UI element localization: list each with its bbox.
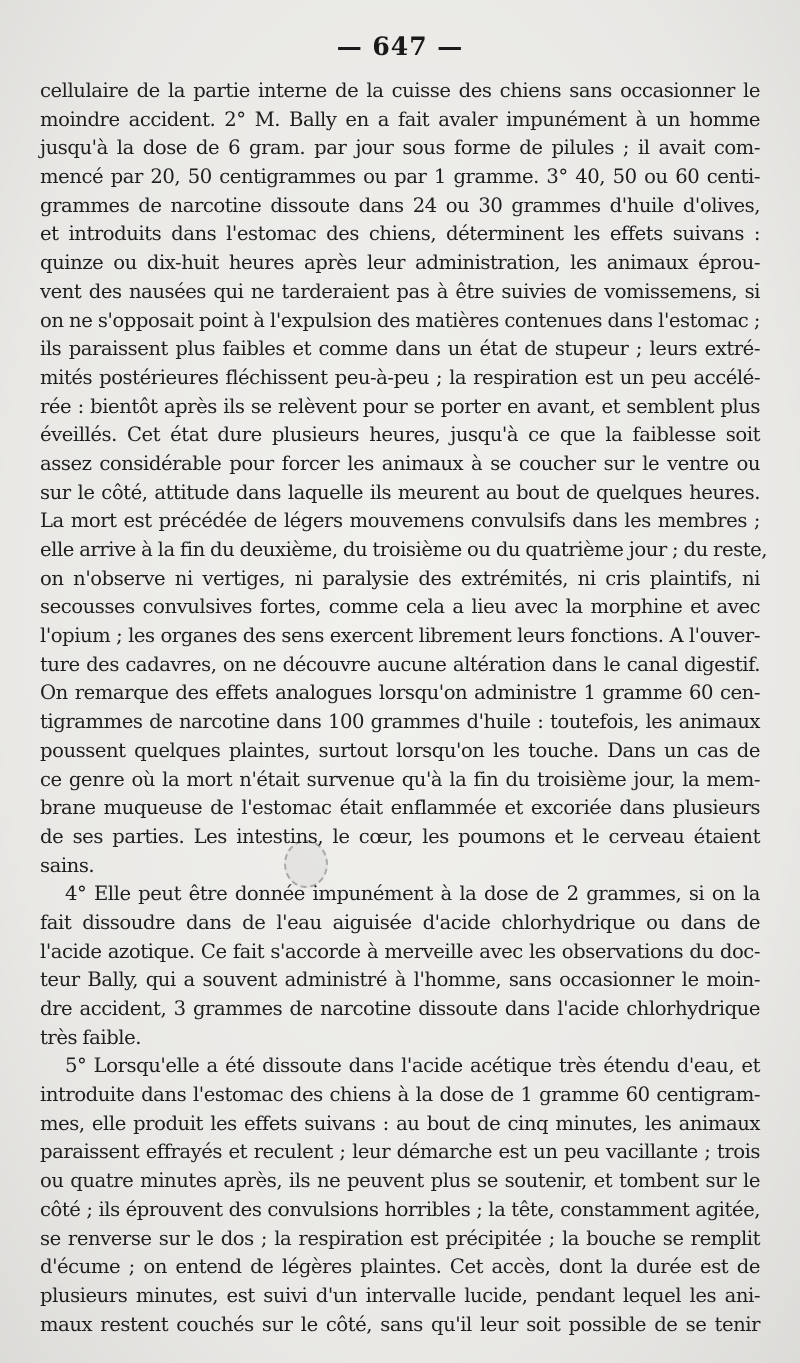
- text-line: de ses parties. Les intestins, le cœur, les poumons et le cerveau étaient: [40, 824, 760, 848]
- text-line: vent des nausées qui ne tarderaient pas à être suivies de vomissemens, si: [40, 279, 760, 303]
- text-line: sur le côté, attitude dans laquelle ils meurent au bout de quelques heures.: [40, 480, 760, 504]
- page-number: — 647 —: [336, 32, 464, 61]
- text-line: dre accident, 3 grammes de narcotine dissoute dans l'acide chlorhydrique: [40, 997, 760, 1020]
- text-line: côté ; ils éprouvent des convulsions horribles ; la tête, constamment agitée,: [40, 1197, 760, 1221]
- text-line: brane muqueuse de l'estomac était enflammée et excoriée dans plusieurs: [40, 796, 760, 820]
- text-line: on ne s'opposait point à l'expulsion des matières contenues dans l'estomac ;: [40, 308, 760, 332]
- text-line: fait dissoudre dans de l'eau aiguisée d'acide chlorhydrique ou dans de: [40, 910, 760, 934]
- text-line: La mort est précédée de légers mouvemens convulsifs dans les membres ;: [40, 509, 760, 533]
- text-line: grammes de narcotine dissoute dans 24 ou 30 grammes d'huile d'olives,: [40, 193, 760, 217]
- text-line: paraissent effrayés et reculent ; leur démarche est un peu vacillante ; trois: [40, 1140, 760, 1164]
- text-line: poussent quelques plaintes, surtout lorsqu'on les touche. Dans un cas de: [40, 738, 760, 762]
- text-line: secousses convulsives fortes, comme cela a lieu avec la morphine et avec: [40, 595, 760, 619]
- text-line: plusieurs minutes, est suivi d'un intervalle lucide, pendant lequel les ani-: [40, 1283, 760, 1307]
- text-line: moindre accident. 2° M. Bally en a fait avaler impunément à un homme: [40, 107, 760, 131]
- text-line: cellulaire de la partie interne de la cuisse des chiens sans occasionner le: [40, 79, 760, 102]
- body-text: [40, 77, 768, 1339]
- text-line: rée : bientôt après ils se relèvent pour se porter en avant, et semblent plus: [40, 394, 760, 418]
- text-line: et introduits dans l'estomac des chiens, déterminent les effets suivans :: [40, 222, 760, 246]
- text-line: jusqu'à la dose de 6 gram. par jour sous forme de pilules ; il avait com-: [40, 136, 760, 160]
- text-line: assez considérable pour forcer les animaux à se coucher sur le ventre ou: [40, 451, 760, 475]
- text-line: mités postérieures fléchissent peu-à-peu ; la respiration est un peu accélé-: [40, 365, 760, 389]
- text-line: ils paraissent plus faibles et comme dans un état de stupeur ; leurs extré-: [40, 337, 760, 361]
- text-line: on n'observe ni vertiges, ni paralysie des extrémités, ni cris plaintifs, ni: [40, 566, 760, 590]
- text-line: très faible.: [40, 1025, 142, 1049]
- text-line: quinze ou dix-huit heures après leur administration, les animaux éprou-: [40, 251, 760, 275]
- text-line: 4° Elle peut être donnée impunément à la dose de 2 grammes, si on la: [65, 882, 760, 906]
- text-line: mencé par 20, 50 centigrammes ou par 1 gramme. 3° 40, 50 ou 60 centi-: [40, 165, 760, 189]
- text-line: ou quatre minutes après, ils ne peuvent plus se soutenir, et tombent sur le: [40, 1169, 760, 1193]
- text-line: elle arrive à la fin du deuxième, du troisième ou du quatrième jour ; du reste,: [40, 538, 768, 561]
- text-line: mes, elle produit les effets suivans : au bout de cinq minutes, les animaux: [40, 1111, 760, 1135]
- text-line: ture des cadavres, on ne découvre aucune altération dans le canal digestif.: [40, 652, 760, 676]
- text-line: maux restent couchés sur le côté, sans qu'il leur soit possible de se tenir: [40, 1312, 760, 1336]
- text-line: éveillés. Cet état dure plusieurs heures, jusqu'à ce que la faiblesse soit: [40, 423, 760, 447]
- text-line: tigrammes de narcotine dans 100 grammes d'huile : toutefois, les animaux: [40, 710, 760, 734]
- text-line: d'écume ; on entend de légères plaintes. Cet accès, dont la durée est de: [40, 1255, 760, 1279]
- text-line: l'acide azotique. Ce fait s'accorde à merveille avec les observations du doc-: [40, 939, 760, 963]
- text-line: introduite dans l'estomac des chiens à la dose de 1 gramme 60 centigram-: [40, 1083, 760, 1107]
- text-line: se renverse sur le dos ; la respiration est précipitée ; la bouche se remplit: [40, 1226, 760, 1250]
- text-line: sains.: [40, 853, 95, 877]
- text-line: On remarque des effets analogues lorsqu'on administre 1 gramme 60 cen-: [40, 681, 760, 705]
- text-line: 5° Lorsqu'elle a été dissoute dans l'acide acétique très étendu d'eau, et: [65, 1054, 760, 1078]
- text-line: l'opium ; les organes des sens exercent librement leurs fonctions. A l'ouver-: [40, 624, 760, 648]
- text-line: ce genre où la mort n'était survenue qu'à la fin du troisième jour, la mem-: [40, 767, 760, 791]
- text-line: teur Bally, qui a souvent administré à l'homme, sans occasionner le moin-: [40, 968, 760, 992]
